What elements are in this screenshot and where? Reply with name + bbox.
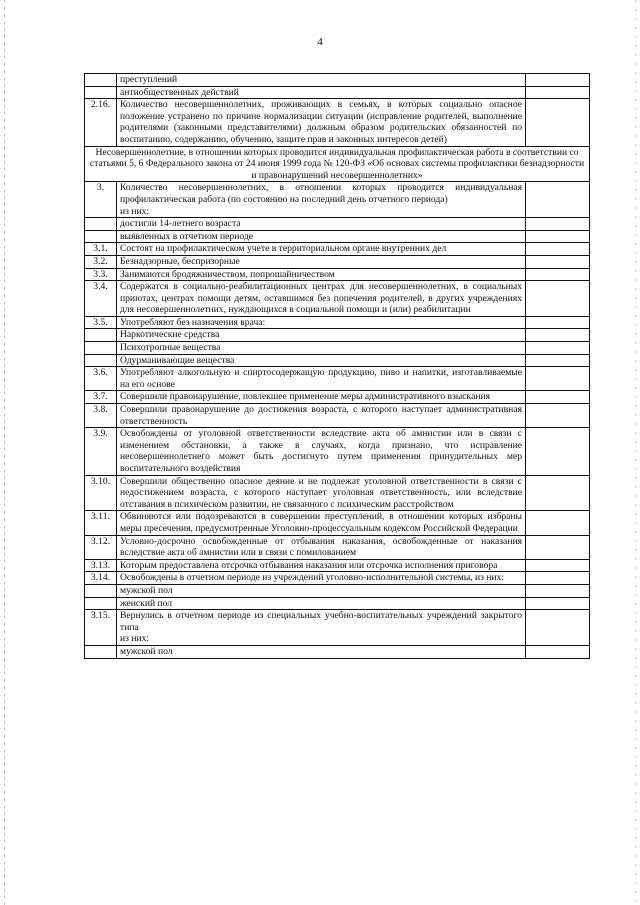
row-text: мужской пол [117,584,526,597]
row-value-cell [526,255,590,268]
row-text: преступлений [117,74,526,87]
table-row [85,243,590,256]
table-row [85,86,590,99]
row-number: 3.11. [85,511,117,535]
row-number [85,645,117,658]
table-row [85,391,590,404]
table-row [85,230,590,243]
table-row [85,597,590,610]
table-row [85,428,590,475]
row-value-cell [526,182,590,218]
row-value-cell [526,354,590,367]
row-value-cell [526,99,590,146]
row-text: Вернулись в отчетном периоде из специальных учебно-воспитательных учреждений закрытого типа [120,610,522,633]
row-number: 3.12. [85,535,117,559]
table-row [85,329,590,342]
row-text: Состоят на профилактическом учете в территориальном органе внутренних дел [117,243,526,256]
row-number [85,329,117,342]
row-value-cell [526,645,590,658]
row-text: Освобождены от уголовной ответственности вследствие акта об амнистии или в связи с изменением обстановки, а также в случаях, когда признано, что исправление несовершеннолетнего может быть достигнуто путем применения принудительных мер воспитательного воздействия [117,428,526,475]
row-number [85,584,117,597]
row-text: Наркотические средства [117,329,526,342]
row-extra: из них: [120,205,150,217]
table-row [85,268,590,281]
row-number: 3.10. [85,475,117,511]
table-row [85,354,590,367]
row-text: Совершили правонарушение, повлекшее применение меры административного взыскания [117,391,526,404]
table-row [85,535,590,559]
row-value-cell [526,367,590,391]
row-number: 3.6. [85,367,117,391]
row-value-cell [526,428,590,475]
row-text: антиобщественных действий [117,86,526,99]
row-text: Употребляют алкогольную и спиртосодержащую продукцию, пиво и напитки, изготавливаемые на его основе [117,367,526,391]
table-row [85,99,590,146]
row-value-cell [526,281,590,317]
row-text: Освобождены в отчетном периоде из учреждений уголовно-исполнительной системы, из них: [117,572,526,585]
row-text: Условно-досрочно освобожденные от отбывания наказания, освобожденные от наказания вследствие акта об амнистии или в связи с помилованием [117,535,526,559]
row-value-cell [526,268,590,281]
row-value-cell [526,329,590,342]
table-row [85,404,590,428]
table-row [85,572,590,585]
row-text: женский пол [117,597,526,610]
row-value-cell [526,535,590,559]
table-row [85,182,590,218]
row-number: 3.13. [85,559,117,572]
row-text: Совершили правонарушение до достижения возраста, с которого наступает административная ответственность [117,404,526,428]
row-number [85,86,117,99]
table-row [85,475,590,511]
row-number: 3.1. [85,243,117,256]
row-value-cell [526,230,590,243]
table-row [85,559,590,572]
row-number: 3.14. [85,572,117,585]
row-value-cell [526,572,590,585]
row-value-cell [526,610,590,646]
row-text: Которым предоставлена отсрочка отбывания наказания или отсрочка исполнения приговора [117,559,526,572]
table-row [85,584,590,597]
row-number: 2.16. [85,99,117,146]
section-header-row [85,146,590,182]
section-header: Несовершеннолетние, в отношении которых проводится индивидуальная профилактическая работа в соответствии со статьями 5, 6 Федерального закона от 24 июня 1999 года № 120-ФЗ «Об основах системы профилактики безнадзорности и правонарушений несовершеннолетних» [85,146,590,182]
table-row [85,342,590,355]
row-text: Безнадзорные, беспризорные [117,255,526,268]
table-row [85,281,590,317]
table-row [85,74,590,87]
row-number: 3.2. [85,255,117,268]
row-number [85,354,117,367]
row-value-cell [526,243,590,256]
table-row [85,255,590,268]
row-number [85,74,117,87]
row-value-cell [526,597,590,610]
table-row [85,367,590,391]
row-text: Количество несовершеннолетних, проживающих в семьях, в которых социально опасное положение устранено по причине нормализации ситуации (исправление родителей, выполнение родителями (законными представителями) должным образом родительских обязанностей по воспитанию, содержанию, обучению, защите прав и законных интересов детей) [117,99,526,146]
row-value-cell [526,391,590,404]
row-value-cell [526,404,590,428]
row-value-cell [526,342,590,355]
row-number: 3.9. [85,428,117,475]
row-text: Психотропные вещества [117,342,526,355]
row-number [85,342,117,355]
row-value-cell [526,511,590,535]
row-text-cell [117,182,526,218]
row-value-cell [526,584,590,597]
row-number [85,230,117,243]
row-number [85,597,117,610]
row-value-cell [526,86,590,99]
table-row [85,645,590,658]
row-extra: из них: [120,633,150,645]
row-text: выявленных в отчетном периоде [117,230,526,243]
table-row [85,218,590,231]
row-text: Совершили общественно опасное деяние и не подлежат уголовной ответственности в связи с недостижением возраста, с которого наступает уголовная ответственность, или вследствие отставания в психическом развитии, не связанного с психическим расстройством [117,475,526,511]
row-value-cell [526,218,590,231]
row-number: 3.8. [85,404,117,428]
row-text: Одурманивающие вещества [117,354,526,367]
table-row [85,316,590,329]
page-number: 4 [317,36,323,48]
scan-edge-right [635,0,636,905]
row-text: мужской пол [117,645,526,658]
row-number [85,218,117,231]
row-number: 3. [85,182,117,218]
row-value-cell [526,316,590,329]
row-text: Обвиняются или подозреваются в совершении преступлений, в отношении которых избраны меры пресечения, предусмотренные Уголовно-процессуальным кодексом Российской Федерации [117,511,526,535]
row-number: 3.3. [85,268,117,281]
row-value-cell [526,475,590,511]
row-text-cell [117,610,526,646]
row-number: 3.4. [85,281,117,317]
report-table [84,73,590,659]
row-number: 3.5. [85,316,117,329]
row-text: Употребляют без назначения врача: [117,316,526,329]
row-text: достигли 14-летнего возраста [117,218,526,231]
row-text: Занимаются бродяжничеством, попрошайничеством [117,268,526,281]
table-row [85,610,590,646]
row-number: 3.15. [85,610,117,646]
row-number: 3.7. [85,391,117,404]
row-value-cell [526,559,590,572]
table-row [85,511,590,535]
row-value-cell [526,74,590,87]
scan-edge-left [4,0,5,905]
row-text: Содержатся в социально-реабилитационных центрах для несовершеннолетних, в социальных приютах, центрах помощи детям, оставшимся без попечения родителей, в других учреждениях для несовершеннолетних, нуждающихся в социальной помощи и (или) реабилитации [117,281,526,317]
row-text: Количество несовершеннолетних, в отношении которых проводится индивидуальная профилактическая работа (по состоянию на последний день отчетного периода) [120,182,522,205]
